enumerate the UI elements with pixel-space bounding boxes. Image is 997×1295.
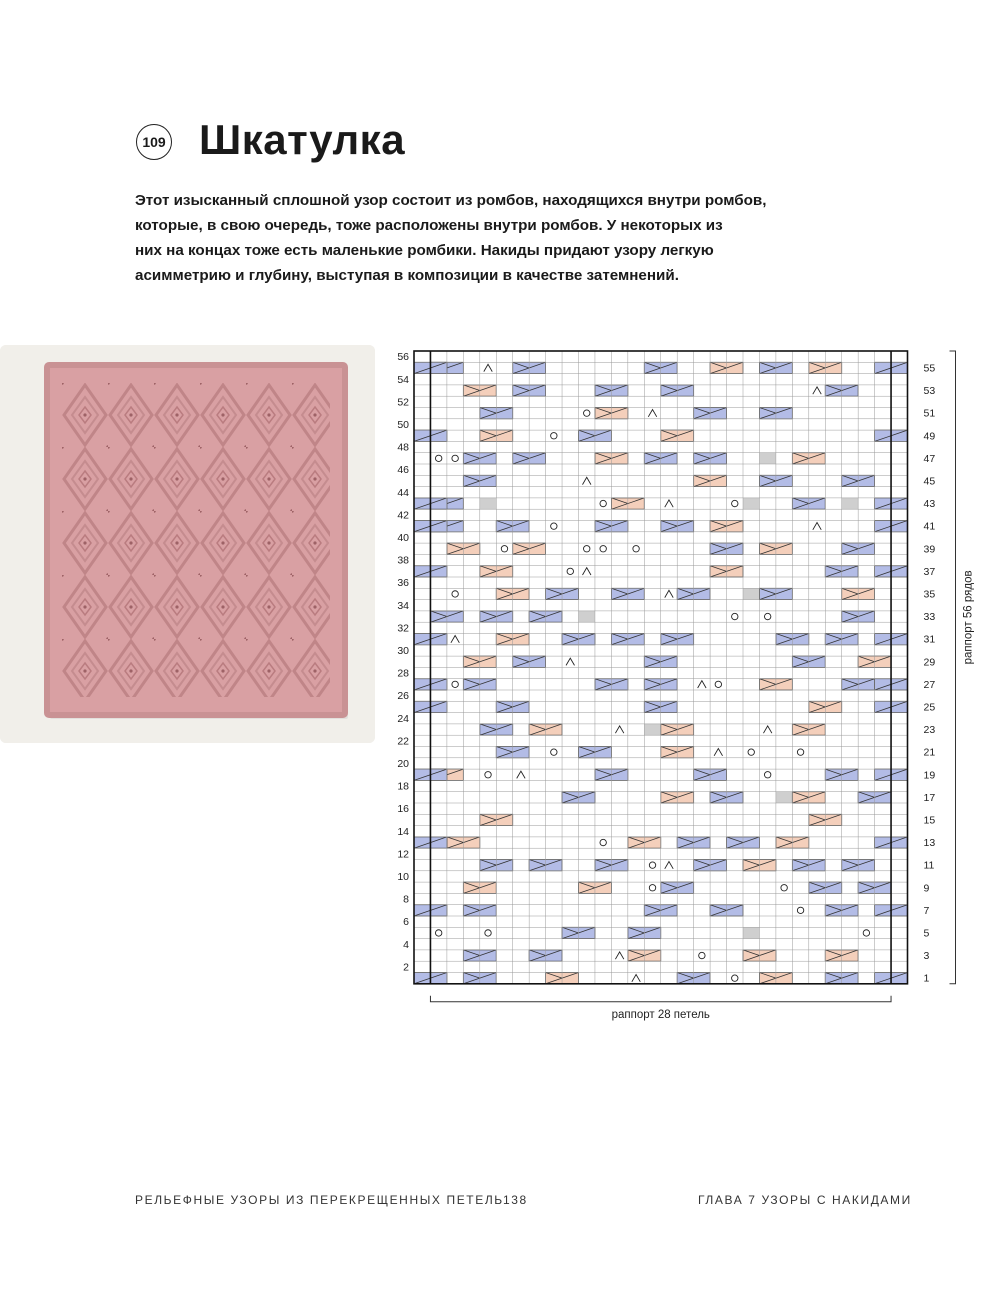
row-number-odd: 33: [923, 611, 936, 624]
row-number-even: 34: [397, 599, 409, 612]
row-number-even: 12: [397, 848, 409, 861]
footer-book-section: РЕЛЬЕФНЫЕ УЗОРЫ ИЗ ПЕРЕКРЕЩЕННЫХ ПЕТЕЛЬ: [135, 1193, 504, 1207]
row-number-odd: 29: [923, 656, 936, 669]
no-stitch-cell: [644, 724, 660, 735]
pattern-number: 109: [142, 134, 166, 150]
pattern-number-badge: [136, 124, 172, 160]
repeat-rows-bracket: [950, 351, 956, 984]
row-number-even: 48: [397, 441, 409, 454]
knitting-chart: [392, 340, 992, 1030]
row-number-odd: 51: [923, 407, 936, 420]
row-number-even: 42: [397, 509, 409, 522]
row-number-even: 46: [397, 464, 409, 477]
intro-line: них на концах тоже есть маленькие ромбики. Накиды придают узору легкую: [135, 242, 714, 259]
row-number-even: 18: [397, 780, 409, 793]
row-number-odd: 15: [923, 814, 936, 827]
row-number-even: 14: [397, 825, 409, 838]
row-number-odd: 7: [923, 904, 930, 917]
no-stitch-cell: [743, 588, 759, 599]
no-stitch-cell: [776, 792, 792, 803]
row-number-even: 32: [397, 622, 409, 635]
row-number-even: 16: [397, 803, 409, 816]
intro-line: которые, в свою очередь, тоже расположены внутри ромбов. У некоторых из: [135, 217, 723, 234]
row-number-odd: 47: [923, 452, 936, 465]
row-number-even: 6: [403, 916, 409, 929]
row-number-even: 2: [403, 961, 409, 974]
row-number-odd: 27: [923, 678, 936, 691]
knitted-swatch-image: [0, 345, 375, 743]
intro-line: Этот изысканный сплошной узор состоит из ромбов, находящихся внутри ромбов,: [135, 192, 767, 209]
row-number-odd: 5: [923, 927, 930, 940]
row-number-odd: 25: [923, 701, 936, 714]
row-number-odd: 31: [923, 633, 936, 646]
row-number-even: 26: [397, 690, 409, 703]
row-number-odd: 1: [923, 972, 930, 985]
no-stitch-cell: [579, 611, 595, 622]
repeat-rows-label: раппорт 56 рядов: [962, 570, 975, 665]
row-number-odd: 9: [923, 882, 930, 895]
intro-paragraph: [135, 188, 795, 288]
row-number-odd: 35: [923, 588, 936, 601]
footer-chapter: ГЛАВА 7 УЗОРЫ С НАКИДАМИ: [698, 1193, 912, 1207]
row-number-even: 54: [397, 373, 409, 386]
row-number-odd: 43: [923, 498, 936, 511]
row-number-even: 56: [397, 351, 409, 364]
row-number-odd: 39: [923, 543, 936, 556]
row-number-odd: 41: [923, 520, 936, 533]
row-number-odd: 37: [923, 565, 936, 578]
no-stitch-cell: [743, 498, 759, 509]
row-number-even: 8: [403, 893, 409, 906]
row-number-odd: 45: [923, 475, 936, 488]
row-number-even: 22: [397, 735, 409, 748]
no-stitch-cell: [842, 498, 858, 509]
row-number-even: 40: [397, 531, 409, 544]
knitting-chart-svg: [392, 340, 992, 1030]
row-number-odd: 55: [923, 362, 936, 375]
intro-line: асимметрию и глубину, выступая в композиции в качестве затемнений.: [135, 267, 679, 284]
row-number-odd: 19: [923, 769, 936, 782]
row-number-even: 38: [397, 554, 409, 567]
swatch-lace-pattern: [62, 383, 330, 697]
row-number-even: 52: [397, 396, 409, 409]
row-number-odd: 23: [923, 724, 936, 737]
row-number-odd: 21: [923, 746, 936, 759]
row-number-odd: 3: [923, 950, 930, 963]
row-number-even: 28: [397, 667, 409, 680]
row-number-odd: 13: [923, 837, 936, 850]
row-number-odd: 17: [923, 791, 936, 804]
row-number-even: 20: [397, 757, 409, 770]
repeat-stitches-label: раппорт 28 петель: [611, 1008, 710, 1021]
row-number-even: 44: [397, 486, 409, 499]
row-number-even: 10: [397, 870, 409, 883]
no-stitch-cell: [743, 927, 759, 938]
row-number-odd: 53: [923, 385, 936, 398]
row-number-even: 24: [397, 712, 409, 725]
row-number-odd: 49: [923, 430, 936, 443]
swatch-photo: [0, 345, 375, 743]
page-title: Шкатулка: [199, 116, 406, 163]
no-stitch-cell: [759, 453, 775, 464]
footer-page-number: 138: [503, 1193, 528, 1207]
no-stitch-cell: [480, 498, 496, 509]
row-number-even: 50: [397, 418, 409, 431]
repeat-stitches-bracket: [430, 996, 891, 1002]
row-number-even: 4: [403, 938, 409, 951]
row-number-even: 30: [397, 644, 409, 657]
row-number-even: 36: [397, 577, 409, 590]
row-number-odd: 11: [923, 859, 935, 872]
